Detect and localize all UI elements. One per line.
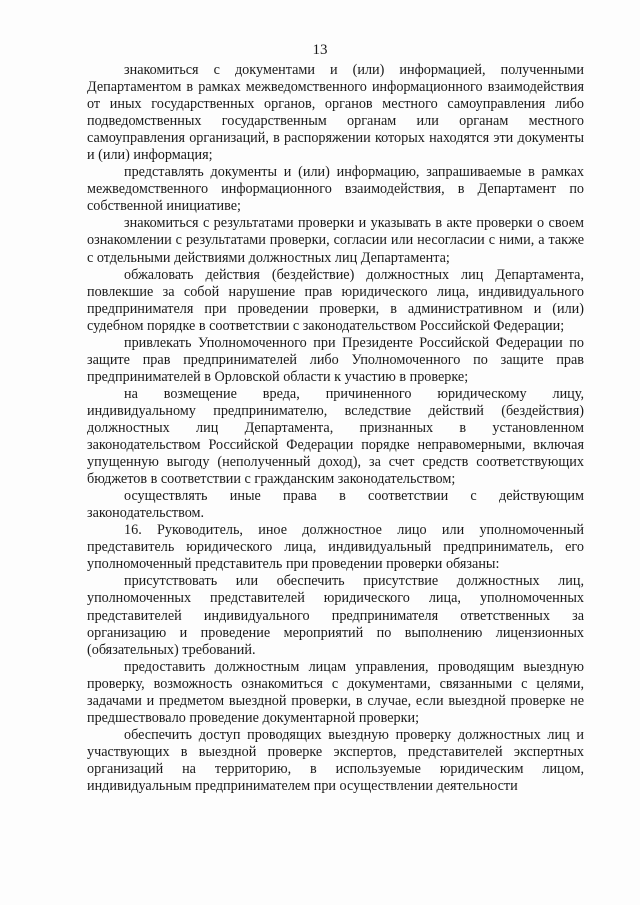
paragraph-duty-provide-access-territory: обеспечить доступ проводящих выездную проверку должностных лиц и участвующих в выездной проверке экспертов, представителей экспертных организаций на территорию, в используемые юридическим лицом, индивидуальным предпринимателем при осуществлении деятельности	[87, 726, 584, 794]
paragraph-right-other: осуществлять иные права в соответствии с действующим законодательством.	[87, 488, 584, 522]
paragraph-right-compensation: на возмещение вреда, причиненного юридическому лицу, индивидуальному предпринимателю, вследствие действий (бездействия) должностных лиц Департамента, признанных в установленном законодательством Российской Федерации порядке неправомерными, включая упущенную выгоду (неполученный доход), за счет средств соответствующих бюджетов в соответствии с гражданским законодательством;	[87, 385, 584, 488]
paragraph-right-ombudsman: привлекать Уполномоченного при Президенте Российской Федерации по защите прав предпринимателей либо Уполномоченного по защите прав предпринимателей в Орловской области к участию в проверке;	[87, 334, 584, 385]
paragraph-right-appeal: обжаловать действия (бездействие) должностных лиц Департамента, повлекшие за собой нарушение прав юридического лица, индивидуального предпринимателя при проведении проверки, в административном и (или) судебном порядке в соответствии с законодательством Российской Федерации;	[87, 266, 584, 334]
paragraph-right-review-results: знакомиться с результатами проверки и указывать в акте проверки о своем ознакомлении с результатами проверки, согласии или несогласии с ними, а также с отдельными действиями должностных лиц Департамента;	[87, 215, 584, 266]
paragraph-right-submit-documents: представлять документы и (или) информацию, запрашиваемые в рамках межведомственного информационного взаимодействия, в Департамент по собственной инициативе;	[87, 164, 584, 215]
document-body	[87, 62, 584, 795]
paragraph-right-review-documents: знакомиться с документами и (или) информацией, полученными Департаментом в рамках межведомственного информационного взаимодействия от иных государственных органов, органов местного самоуправления либо подведомственных государственным органам или органам местного самоуправления организаций, в распоряжении которых находятся эти документы и (или) информация;	[87, 62, 584, 164]
page-number: 13	[312, 42, 328, 58]
paragraph-section-16: 16. Руководитель, иное должностное лицо или уполномоченный представитель юридического лица, индивидуальный предприниматель, его уполномоченный представитель при проведении проверки обязаны:	[87, 522, 584, 573]
paragraph-duty-presence: присутствовать или обеспечить присутствие должностных лиц, уполномоченных представителей юридического лица, уполномоченных представителей индивидуального предпринимателя ответственных за организацию и проведение мероприятий по выполнению лицензионных (обязательных) требований.	[87, 573, 584, 658]
paragraph-duty-provide-access-documents: предоставить должностным лицам управления, проводящим выездную проверку, возможность ознакомиться с документами, связанными с целями, задачами и предметом выездной проверки, в случае, если выездной проверке не предшествовало проведение документарной проверки;	[87, 658, 584, 726]
